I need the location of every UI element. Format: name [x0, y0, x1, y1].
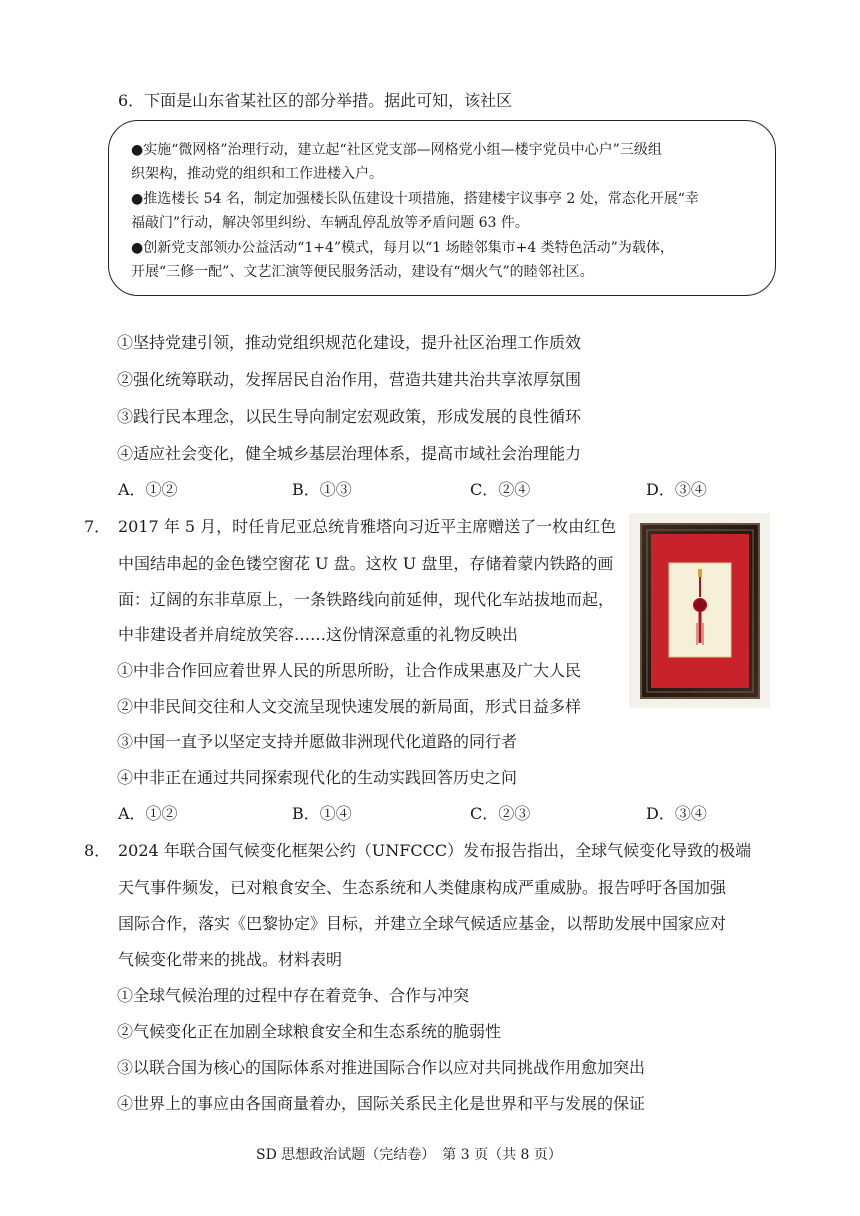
- q8-option-2: ②气候变化正在加剧全球粮食安全和生态系统的脆弱性: [117, 1022, 502, 1041]
- q7-choice-d: D．③④: [646, 804, 707, 823]
- q8-line-2: 天气事件频发，已对粮食安全、生态系统和人类健康构成严重威胁。报告呼吁各国加强: [118, 878, 727, 897]
- q6-option-2: ②强化统筹联动，发挥居民自治作用，营造共建共治共享浓厚氛围: [117, 370, 582, 389]
- q7-option-3: ③中国一直予以坚定支持并愿做非洲现代化道路的同行者: [117, 732, 518, 751]
- q8-line-3: 国际合作，落实《巴黎协定》目标，并建立全球气候适应基金，以帮助发展中国家应对: [118, 914, 727, 933]
- q7-option-4: ④中非正在通过共同探索现代化的生动实践回答历史之问: [117, 768, 518, 787]
- q6-box-line-4: 福敲门”行动，解决邻里纠纷、车辆乱停乱放等矛盾问题 63 件。: [131, 215, 529, 231]
- q7-line-2: 中国结串起的金色镂空窗花 U 盘。这枚 U 盘里，存储着蒙内铁路的画: [118, 554, 614, 573]
- q7-choice-c: C．②③: [470, 804, 531, 823]
- q6-choice-c: C．②④: [470, 480, 531, 499]
- q7-number: 7．: [84, 517, 111, 536]
- q6-choice-d: D．③④: [646, 480, 707, 499]
- q6-option-3: ③践行民本理念，以民生导向制定宏观政策，形成发展的良性循环: [117, 407, 582, 426]
- q6-option-4: ④适应社会变化，健全城乡基层治理体系，提高市域社会治理能力: [117, 444, 582, 463]
- q7-choice-b: B．①④: [292, 804, 352, 823]
- q6-choice-a: A．①②: [118, 480, 178, 499]
- page-footer: SD 思想政治试题（完结卷） 第 3 页（共 8 页）: [256, 1147, 562, 1163]
- q8-line-1: 2024 年联合国气候变化框架公约（UNFCCC）发布报告指出，全球气候变化导致的极端: [118, 841, 752, 860]
- q7-line-1: 2017 年 5 月，时任肯尼亚总统肯雅塔向习近平主席赠送了一枚由红色: [118, 517, 617, 536]
- q6-stem: 6．下面是山东省某社区的部分举措。据此可知，该社区: [118, 91, 513, 110]
- q6-box-line-2: 织架构，推动党的组织和工作进楼入户。: [131, 166, 383, 182]
- q7-line-4: 中非建设者并肩绽放笑容……这份情深意重的礼物反映出: [118, 625, 519, 644]
- q8-line-4: 气候变化带来的挑战。材料表明: [118, 950, 343, 969]
- q7-choice-a: A．①②: [118, 804, 178, 823]
- q8-option-4: ④世界上的事应由各国商量着办，国际关系民主化是世界和平与发展的保证: [117, 1094, 646, 1113]
- q8-number: 8．: [84, 841, 111, 860]
- q6-box-line-6: 开展“三修一配”、文艺汇演等便民服务活动，建设有“烟火气”的睦邻社区。: [131, 264, 594, 280]
- q8-option-1: ①全球气候治理的过程中存在着竞争、合作与冲突: [117, 986, 470, 1005]
- framed-usb-gift-image: [629, 513, 770, 708]
- q6-box-line-1: ●实施“微网格”治理行动，建立起“社区党支部—网格党小组—楼宇党员中心户”三级组: [131, 142, 662, 158]
- q7-line-3: 面：辽阔的东非草原上，一条铁路线向前延伸，现代化车站拔地而起，: [118, 590, 615, 609]
- q6-option-1: ①坚持党建引领，推动党组织规范化建设，提升社区治理工作质效: [117, 333, 582, 352]
- q7-option-1: ①中非合作回应着世界人民的所思所盼，让合作成果惠及广大人民: [117, 661, 582, 680]
- q8-option-3: ③以联合国为核心的国际体系对推进国际合作以应对共同挑战作用愈加突出: [117, 1058, 646, 1077]
- gift-photo: [629, 513, 770, 708]
- q7-option-2: ②中非民间交往和人文交流呈现快速发展的新局面，形式日益多样: [117, 697, 582, 716]
- q6-choice-b: B．①③: [292, 480, 352, 499]
- q6-box-line-5: ●创新党支部领办公益活动“1+4”模式，每月以“1 场睦邻集市+4 类特色活动”为载体，: [131, 240, 674, 256]
- q6-box-line-3: ●推选楼长 54 名，制定加强楼长队伍建设十项措施，搭建楼宇议事亭 2 处，常态化开展“幸: [131, 191, 699, 207]
